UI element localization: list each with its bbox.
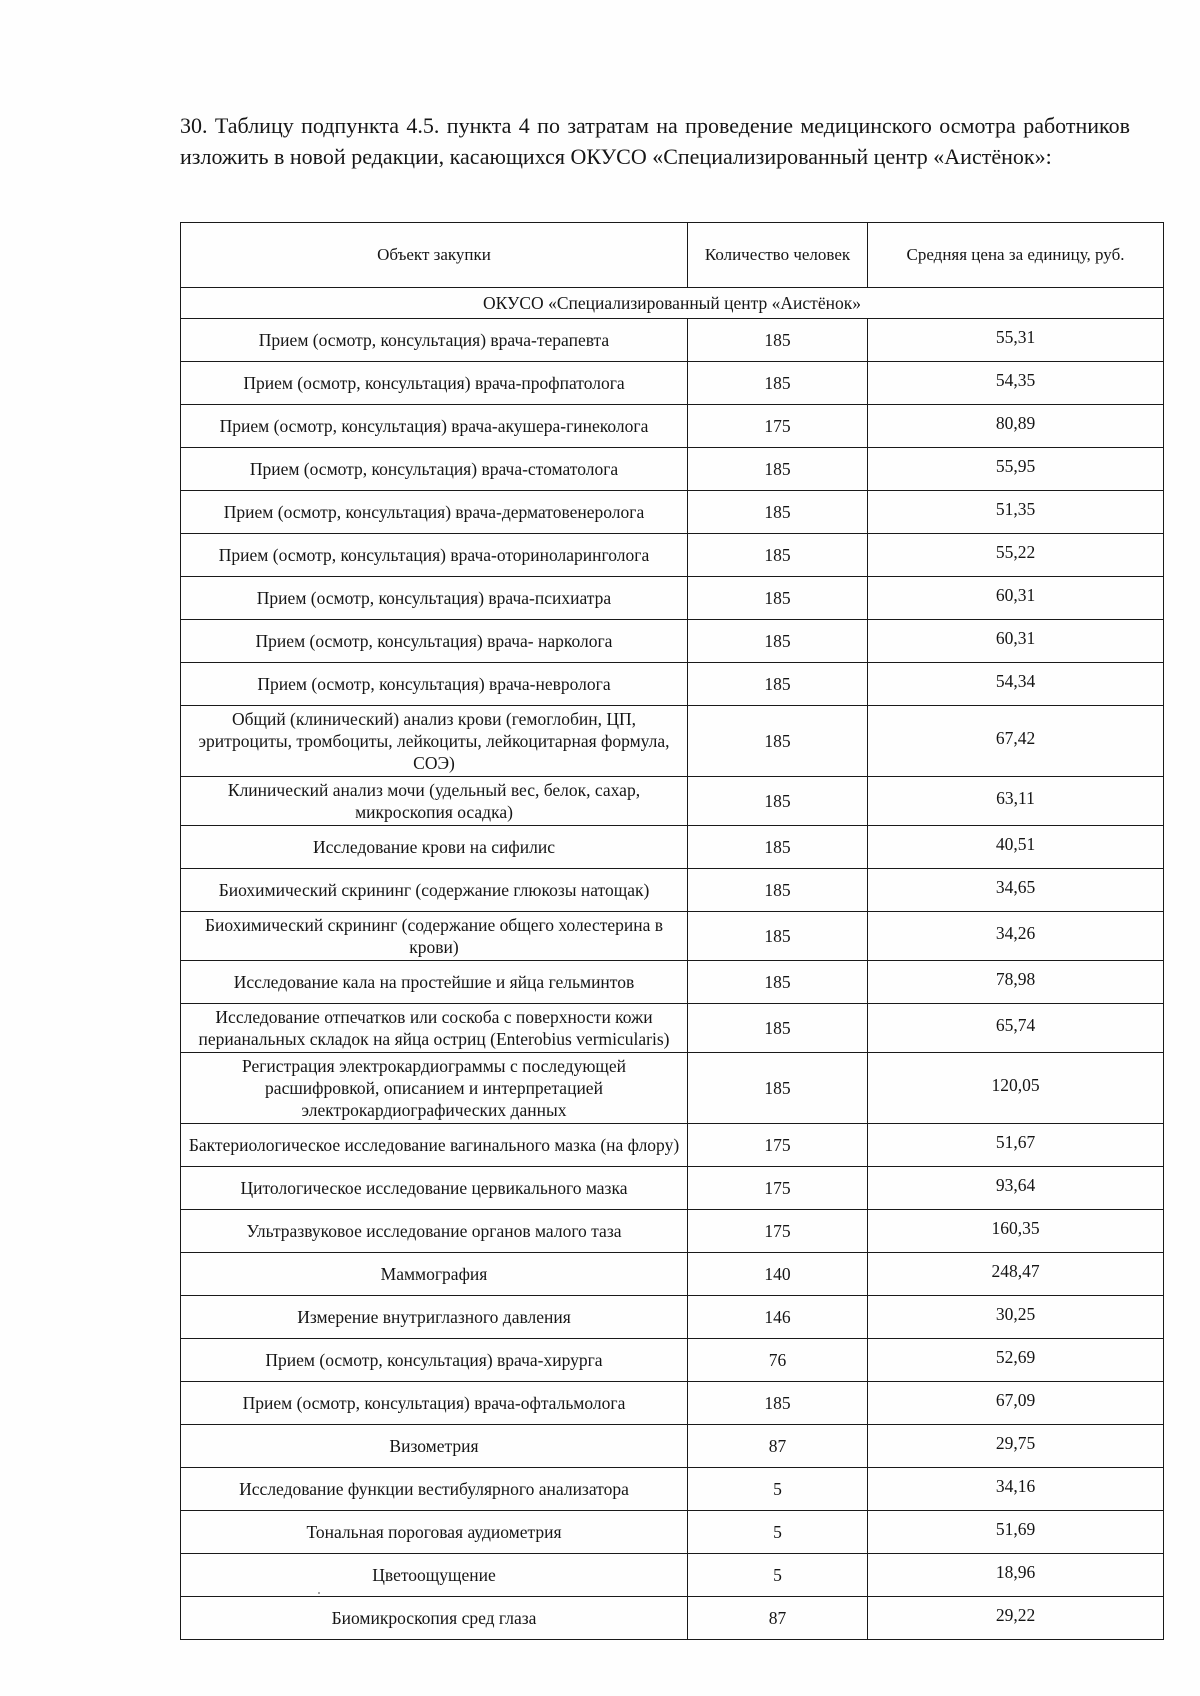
- cell-object-name: Измерение внутриглазного давления: [181, 1296, 688, 1339]
- cell-object-name: Прием (осмотр, консультация) врача- нарколога: [181, 620, 688, 663]
- table-row: [181, 491, 1164, 534]
- cell-count: 185: [688, 1053, 868, 1124]
- cell-object-name: Прием (осмотр, консультация) врача-дерматовенеролога: [181, 491, 688, 534]
- cell-price: 160,35: [868, 1210, 1164, 1253]
- cell-object-name: Клинический анализ мочи (удельный вес, белок, сахар, микроскопия осадка): [181, 777, 688, 826]
- cell-object-name: Регистрация электрокардиограммы с последующей расшифровкой, описанием и интерпретацией электрокардиографических данных: [181, 1053, 688, 1124]
- cell-count: 185: [688, 1004, 868, 1053]
- cell-object-name: Исследование отпечатков или соскоба с поверхности кожи перианальных складок на яйца остриц (Enterobius vermicularis): [181, 1004, 688, 1053]
- table-row: [181, 961, 1164, 1004]
- cell-count: 5: [688, 1554, 868, 1597]
- cell-price: 54,34: [868, 663, 1164, 706]
- table-row: [181, 362, 1164, 405]
- table-row: [181, 826, 1164, 869]
- cell-price: 51,67: [868, 1124, 1164, 1167]
- table-header-row: [181, 223, 1164, 288]
- header-price: Средняя цена за единицу, руб.: [868, 223, 1164, 288]
- cell-object-name: Прием (осмотр, консультация) врача-хирурга: [181, 1339, 688, 1382]
- scan-speck: [318, 1592, 320, 1594]
- cell-object-name: Прием (осмотр, консультация) врача-акушера-гинеколога: [181, 405, 688, 448]
- cell-object-name: Исследование кала на простейшие и яйца гельминтов: [181, 961, 688, 1004]
- table-row: [181, 912, 1164, 961]
- cell-count: 185: [688, 961, 868, 1004]
- cell-count: 185: [688, 706, 868, 777]
- cell-object-name: Маммография: [181, 1253, 688, 1296]
- cell-price: 51,69: [868, 1511, 1164, 1554]
- table-row: [181, 577, 1164, 620]
- cell-count: 175: [688, 1210, 868, 1253]
- cell-price: 67,09: [868, 1382, 1164, 1425]
- cell-object-name: Прием (осмотр, консультация) врача-офтальмолога: [181, 1382, 688, 1425]
- cell-price: 18,96: [868, 1554, 1164, 1597]
- cell-count: 87: [688, 1597, 868, 1640]
- cell-price: 54,35: [868, 362, 1164, 405]
- cell-count: 87: [688, 1425, 868, 1468]
- cell-price: 30,25: [868, 1296, 1164, 1339]
- cell-count: 185: [688, 362, 868, 405]
- cell-object-name: Прием (осмотр, консультация) врача-терапевта: [181, 319, 688, 362]
- table-row: [181, 1554, 1164, 1597]
- cell-price: 34,65: [868, 869, 1164, 912]
- purchase-cost-table: [180, 222, 1164, 1640]
- cell-object-name: Биохимический скрининг (содержание общего холестерина в крови): [181, 912, 688, 961]
- cell-count: 185: [688, 663, 868, 706]
- cell-count: 185: [688, 448, 868, 491]
- cell-price: 29,75: [868, 1425, 1164, 1468]
- cell-count: 140: [688, 1253, 868, 1296]
- cell-object-name: Бактериологическое исследование вагинального мазка (на флору): [181, 1124, 688, 1167]
- table-row: [181, 1210, 1164, 1253]
- cell-count: 185: [688, 1382, 868, 1425]
- cell-object-name: Биомикроскопия сред глаза: [181, 1597, 688, 1640]
- cell-object-name: Прием (осмотр, консультация) врача-стоматолога: [181, 448, 688, 491]
- cell-count: 185: [688, 534, 868, 577]
- table-row: [181, 1253, 1164, 1296]
- table-row: [181, 620, 1164, 663]
- header-count: Количество человек: [688, 223, 868, 288]
- table-row: [181, 869, 1164, 912]
- cell-price: 34,26: [868, 912, 1164, 961]
- cell-object-name: Прием (осмотр, консультация) врача-оториноларинголога: [181, 534, 688, 577]
- table-row: [181, 706, 1164, 777]
- cell-count: 185: [688, 777, 868, 826]
- section-title: ОКУСО «Специализированный центр «Аистёнок»: [181, 288, 1164, 319]
- cell-count: 185: [688, 577, 868, 620]
- cell-price: 120,05: [868, 1053, 1164, 1124]
- table-row: [181, 1425, 1164, 1468]
- table-row: [181, 1339, 1164, 1382]
- cell-count: 76: [688, 1339, 868, 1382]
- cell-price: 248,47: [868, 1253, 1164, 1296]
- cell-price: 60,31: [868, 620, 1164, 663]
- cell-price: 65,74: [868, 1004, 1164, 1053]
- cell-count: 5: [688, 1468, 868, 1511]
- cell-count: 175: [688, 405, 868, 448]
- cell-count: 185: [688, 912, 868, 961]
- table-row: [181, 1296, 1164, 1339]
- cell-object-name: Исследование функции вестибулярного анализатора: [181, 1468, 688, 1511]
- cell-count: 146: [688, 1296, 868, 1339]
- cell-price: 40,51: [868, 826, 1164, 869]
- cell-price: 80,89: [868, 405, 1164, 448]
- header-object: Объект закупки: [181, 223, 688, 288]
- cell-price: 51,35: [868, 491, 1164, 534]
- cell-price: 60,31: [868, 577, 1164, 620]
- cell-object-name: Прием (осмотр, консультация) врача-психиатра: [181, 577, 688, 620]
- cell-object-name: Визометрия: [181, 1425, 688, 1468]
- cell-object-name: Биохимический скрининг (содержание глюкозы натощак): [181, 869, 688, 912]
- cell-count: 185: [688, 620, 868, 663]
- cell-price: 55,22: [868, 534, 1164, 577]
- cell-object-name: Цветоощущение: [181, 1554, 688, 1597]
- cell-object-name: Исследование крови на сифилис: [181, 826, 688, 869]
- cell-count: 185: [688, 869, 868, 912]
- cell-price: 67,42: [868, 706, 1164, 777]
- cell-count: 185: [688, 319, 868, 362]
- cell-count: 5: [688, 1511, 868, 1554]
- table-row: [181, 1597, 1164, 1640]
- cell-object-name: Прием (осмотр, консультация) врача-профпатолога: [181, 362, 688, 405]
- cell-count: 185: [688, 826, 868, 869]
- intro-paragraph: 30. Таблицу подпункта 4.5. пункта 4 по затратам на проведение медицинского осмотра работников изложить в новой редакции, касающихся ОКУСО «Специализированный центр «Аистёнок»:: [180, 113, 1130, 169]
- table-row: [181, 534, 1164, 577]
- cell-count: 175: [688, 1167, 868, 1210]
- section-row: [181, 288, 1164, 319]
- cell-price: 78,98: [868, 961, 1164, 1004]
- table-row: [181, 663, 1164, 706]
- table-row: [181, 319, 1164, 362]
- cell-price: 55,31: [868, 319, 1164, 362]
- cell-object-name: Тональная пороговая аудиометрия: [181, 1511, 688, 1554]
- cell-price: 55,95: [868, 448, 1164, 491]
- cell-price: 93,64: [868, 1167, 1164, 1210]
- cell-count: 175: [688, 1124, 868, 1167]
- cell-price: 29,22: [868, 1597, 1164, 1640]
- table-row: [181, 405, 1164, 448]
- cell-object-name: Общий (клинический) анализ крови (гемоглобин, ЦП, эритроциты, тромбоциты, лейкоциты, лейкоцитарная формула, СОЭ): [181, 706, 688, 777]
- table-row: [181, 1382, 1164, 1425]
- table-row: [181, 1124, 1164, 1167]
- cell-price: 63,11: [868, 777, 1164, 826]
- table-row: [181, 1468, 1164, 1511]
- table-row: [181, 1004, 1164, 1053]
- cell-object-name: Прием (осмотр, консультация) врача-невролога: [181, 663, 688, 706]
- table-row: [181, 448, 1164, 491]
- cell-price: 52,69: [868, 1339, 1164, 1382]
- cell-object-name: Ультразвуковое исследование органов малого таза: [181, 1210, 688, 1253]
- table-row: [181, 1511, 1164, 1554]
- cell-price: 34,16: [868, 1468, 1164, 1511]
- table-row: [181, 1053, 1164, 1124]
- table-row: [181, 1167, 1164, 1210]
- table-row: [181, 777, 1164, 826]
- cell-object-name: Цитологическое исследование цервикального мазка: [181, 1167, 688, 1210]
- cell-count: 185: [688, 491, 868, 534]
